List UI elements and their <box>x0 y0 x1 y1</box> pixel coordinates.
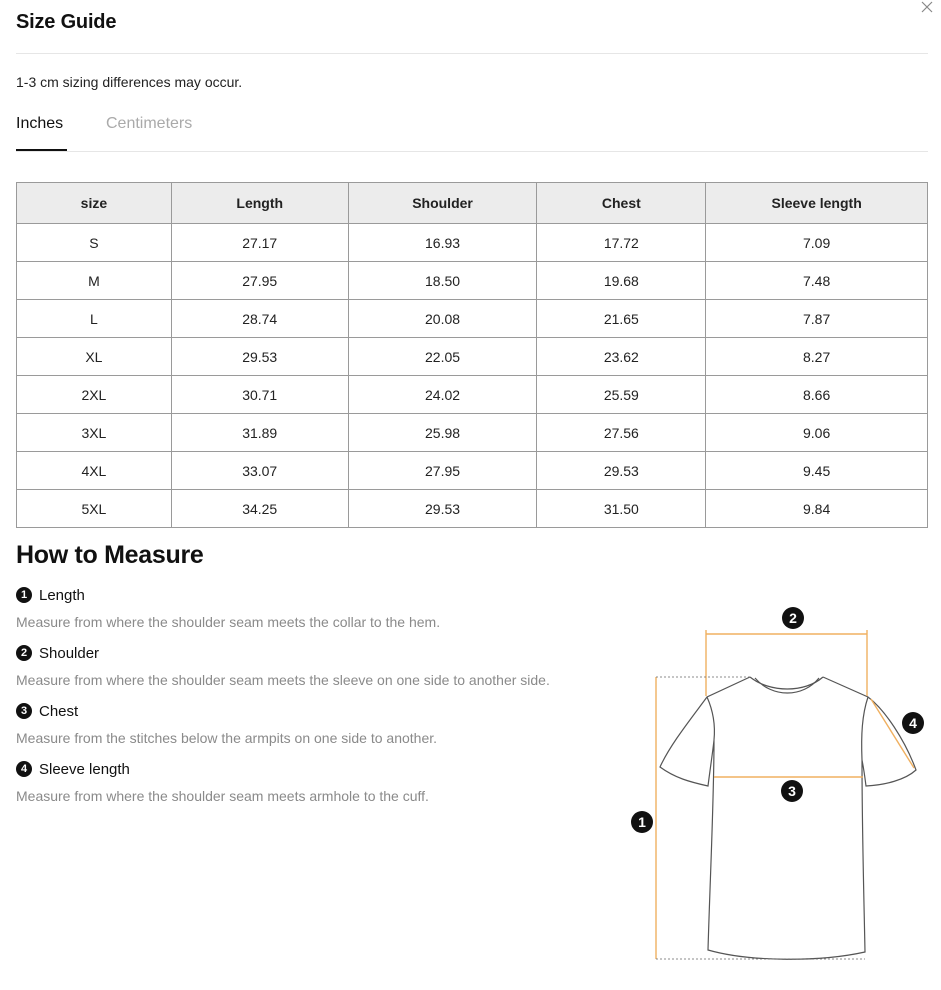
table-cell: 33.07 <box>171 452 348 490</box>
marker-2-icon <box>782 607 804 629</box>
table-cell: 23.62 <box>537 338 706 376</box>
table-cell: 30.71 <box>171 376 348 414</box>
table-cell: 21.65 <box>537 300 706 338</box>
table-cell: 9.84 <box>706 490 928 528</box>
marker-3-icon <box>781 780 803 802</box>
table-cell: 29.53 <box>171 338 348 376</box>
table-cell: 3XL <box>17 414 172 452</box>
measure-item-sleeve-length <box>16 759 429 804</box>
guide-lines <box>656 677 865 959</box>
tshirt-measurement-diagram <box>620 600 941 970</box>
tshirt-icon <box>660 677 916 959</box>
marker-1-icon <box>631 811 653 833</box>
table-cell: 28.74 <box>171 300 348 338</box>
table-cell: 27.56 <box>537 414 706 452</box>
table-row <box>17 262 928 300</box>
table-cell: 25.59 <box>537 376 706 414</box>
measure-item-length <box>16 585 440 630</box>
table-cell: 27.95 <box>348 452 537 490</box>
table-cell: 27.95 <box>171 262 348 300</box>
table-cell: 5XL <box>17 490 172 528</box>
table-cell: 4XL <box>17 452 172 490</box>
dialog-title: Size Guide <box>16 11 117 33</box>
table-cell: XL <box>17 338 172 376</box>
tab-centimeters[interactable]: Centimeters <box>106 115 193 132</box>
column-header-shoulder: Shoulder <box>348 183 537 224</box>
table-cell: 22.05 <box>348 338 537 376</box>
how-to-measure-title: How to Measure <box>16 541 204 569</box>
table-row <box>17 338 928 376</box>
measure-label: Chest <box>39 702 79 720</box>
table-cell: 25.98 <box>348 414 537 452</box>
measure-label: Shoulder <box>39 644 100 662</box>
close-icon <box>919 0 935 16</box>
table-cell: 18.50 <box>348 262 537 300</box>
column-header-size: size <box>17 183 172 224</box>
svg-text:3: 3 <box>788 783 796 799</box>
table-cell: 7.87 <box>706 300 928 338</box>
table-cell: 31.50 <box>537 490 706 528</box>
svg-text:4: 4 <box>909 715 917 731</box>
measure-label: Sleeve length <box>39 760 130 778</box>
table-cell: 16.93 <box>348 224 537 262</box>
size-table <box>16 182 928 528</box>
table-row <box>17 414 928 452</box>
table-cell: 2XL <box>17 376 172 414</box>
table-row <box>17 300 928 338</box>
table-cell: 29.53 <box>348 490 537 528</box>
table-cell: 34.25 <box>171 490 348 528</box>
measure-label: Length <box>39 586 85 604</box>
table-cell: 31.89 <box>171 414 348 452</box>
measure-item-shoulder <box>16 643 550 688</box>
column-header-length: Length <box>171 183 348 224</box>
table-cell: 27.17 <box>171 224 348 262</box>
table-cell: 17.72 <box>537 224 706 262</box>
unit-tabs <box>16 112 928 152</box>
table-row <box>17 376 928 414</box>
table-header-row <box>17 183 928 224</box>
table-cell: 9.06 <box>706 414 928 452</box>
marker-4-icon <box>902 712 924 734</box>
table-cell: 20.08 <box>348 300 537 338</box>
table-cell: 29.53 <box>537 452 706 490</box>
measure-description: Measure from the stitches below the armpits on one side to another. <box>16 730 438 746</box>
table-row <box>17 490 928 528</box>
table-cell: S <box>17 224 172 262</box>
table-cell: 9.45 <box>706 452 928 490</box>
table-cell: L <box>17 300 172 338</box>
measure-description: Measure from where the shoulder seam meets the sleeve on one side to another side. <box>16 672 550 688</box>
number-2-icon: 2 <box>16 645 32 661</box>
measure-description: Measure from where the shoulder seam meets armhole to the cuff. <box>16 788 429 804</box>
table-cell: M <box>17 262 172 300</box>
sizing-notice: 1-3 cm sizing differences may occur. <box>16 74 243 90</box>
tab-inches[interactable]: Inches <box>16 112 67 151</box>
table-cell: 8.66 <box>706 376 928 414</box>
close-button[interactable] <box>919 0 935 16</box>
number-1-icon: 1 <box>16 587 32 603</box>
header-divider <box>16 53 928 54</box>
svg-text:1: 1 <box>638 814 646 830</box>
measure-item-chest <box>16 701 437 746</box>
measure-description: Measure from where the shoulder seam meets the collar to the hem. <box>16 614 441 630</box>
table-cell: 19.68 <box>537 262 706 300</box>
number-3-icon: 3 <box>16 703 32 719</box>
table-cell: 7.09 <box>706 224 928 262</box>
svg-text:2: 2 <box>789 610 797 626</box>
column-header-chest: Chest <box>537 183 706 224</box>
table-row <box>17 452 928 490</box>
table-row <box>17 224 928 262</box>
table-cell: 8.27 <box>706 338 928 376</box>
column-header-sleeve-length: Sleeve length <box>706 183 928 224</box>
number-4-icon: 4 <box>16 761 32 777</box>
table-cell: 7.48 <box>706 262 928 300</box>
table-cell: 24.02 <box>348 376 537 414</box>
